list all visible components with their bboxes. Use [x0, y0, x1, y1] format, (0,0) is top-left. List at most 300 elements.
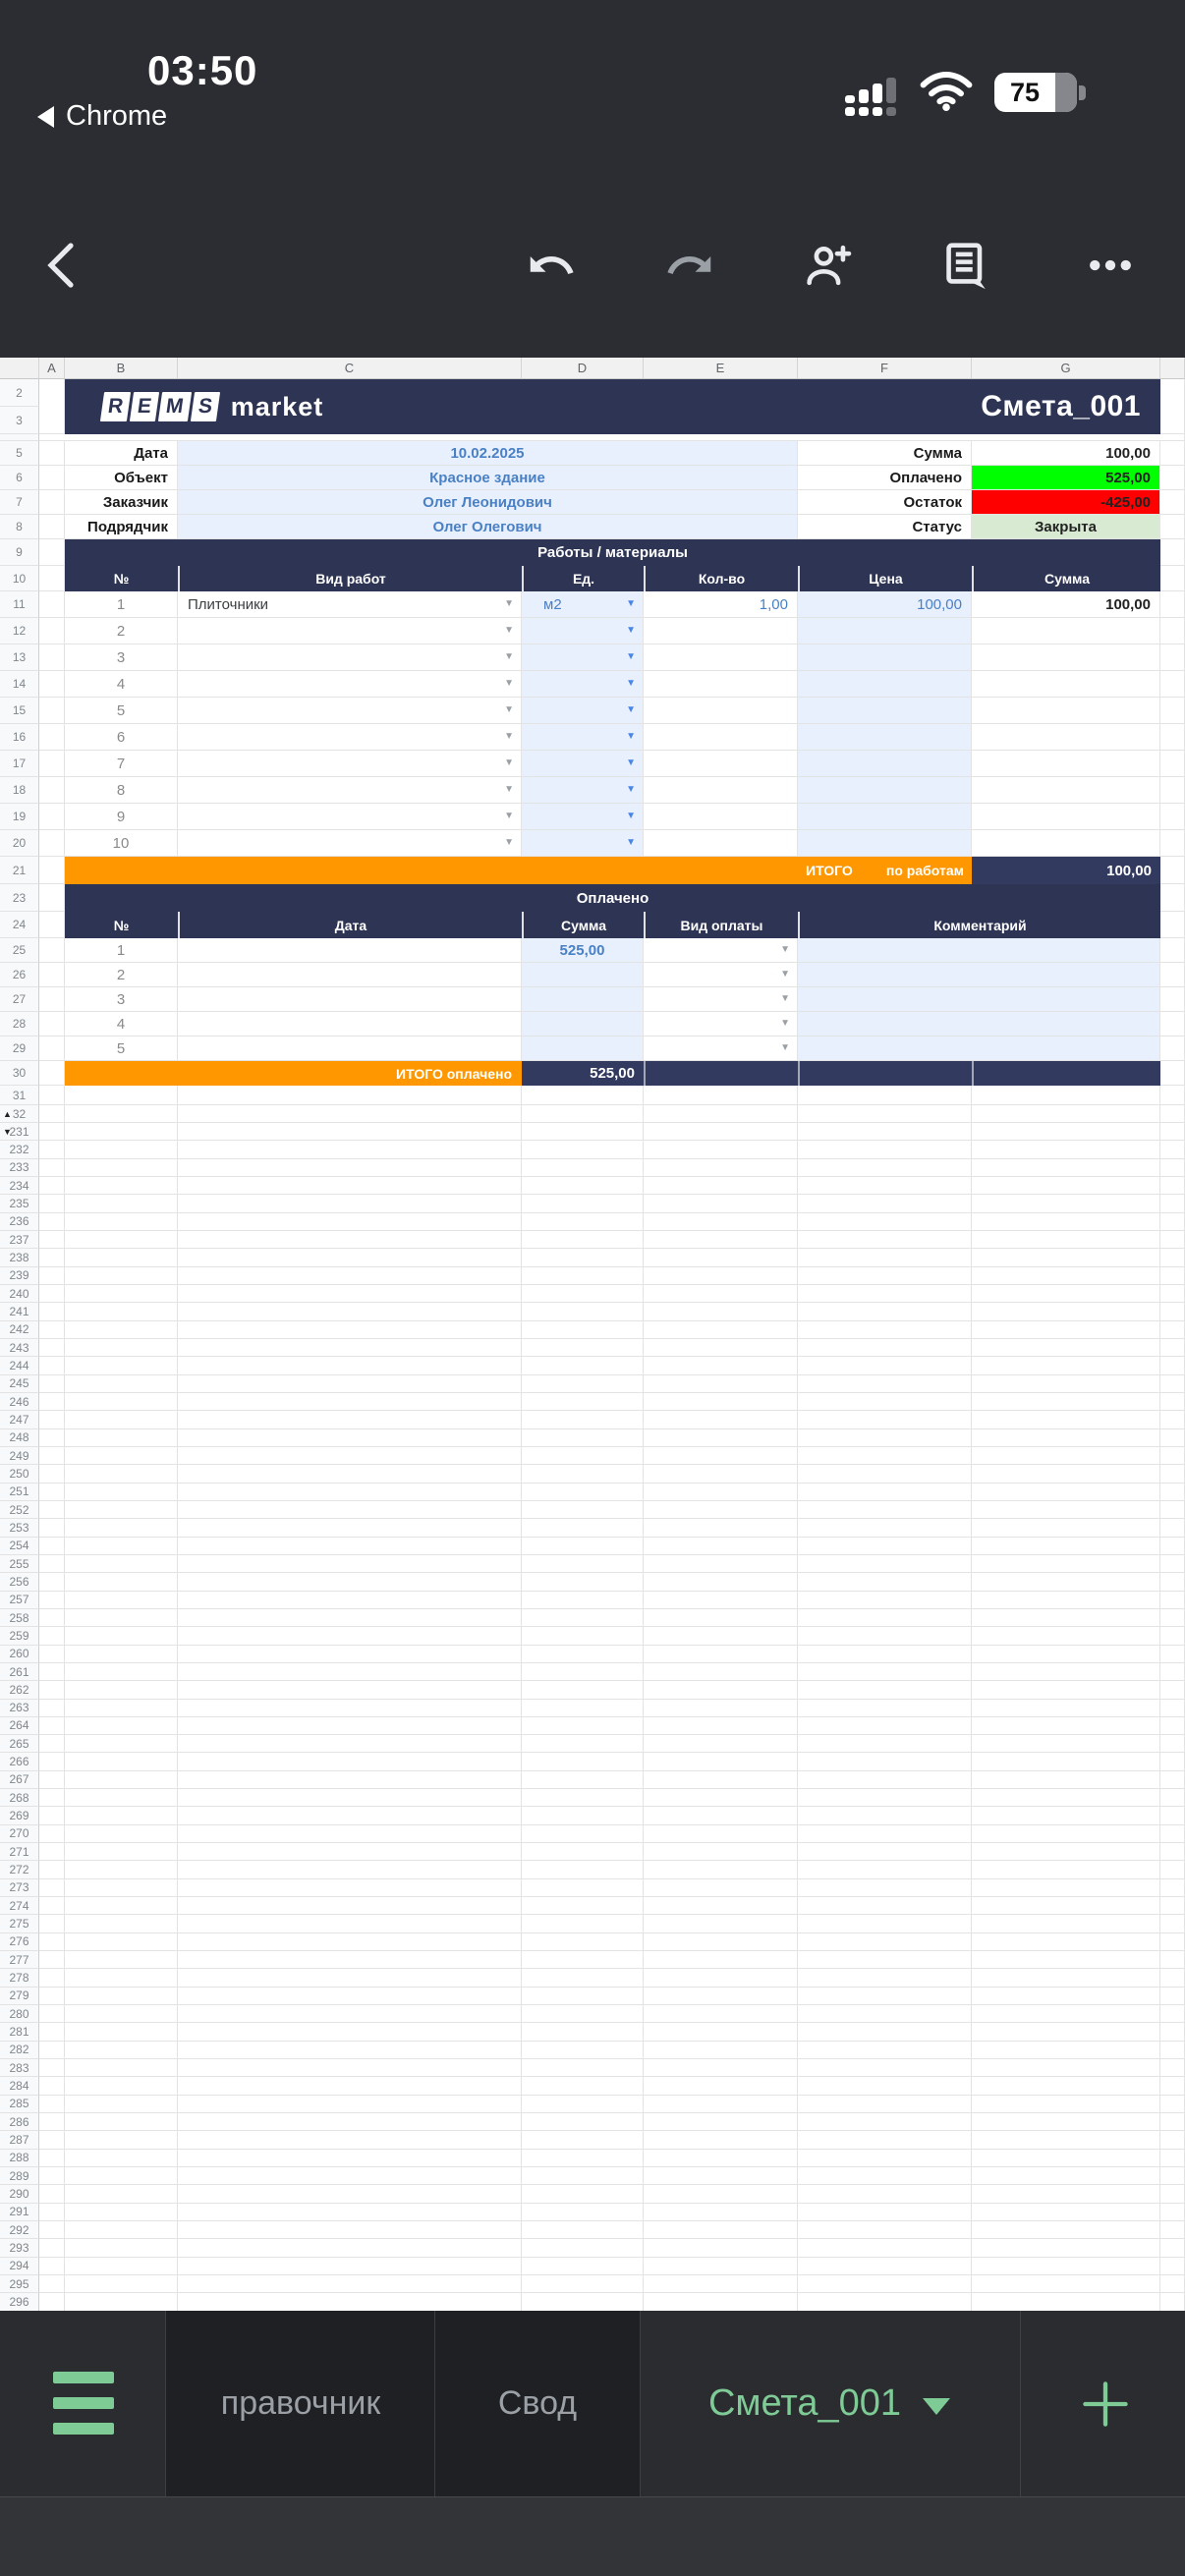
grid-cell[interactable]	[522, 1555, 644, 1573]
grid-cell[interactable]	[972, 1609, 1160, 1627]
grid-cell[interactable]	[798, 1735, 972, 1753]
dropdown-icon[interactable]: ▼	[626, 837, 636, 848]
grid-cell[interactable]	[39, 2131, 65, 2149]
grid-cell[interactable]	[178, 1303, 522, 1320]
grid-cell[interactable]	[1160, 1267, 1185, 1285]
grid-cell[interactable]	[178, 1646, 522, 1663]
grid-cell[interactable]	[178, 1339, 522, 1357]
grid-cell[interactable]	[644, 1249, 798, 1266]
grid-cell[interactable]	[1160, 591, 1185, 618]
info-value[interactable]: 100,00	[972, 441, 1160, 466]
grid-cell[interactable]	[644, 1411, 798, 1428]
grid-cell[interactable]	[972, 1646, 1160, 1663]
grid-cell[interactable]	[798, 1249, 972, 1266]
grid-cell[interactable]	[972, 2221, 1160, 2239]
row-header[interactable]: 8	[0, 515, 39, 539]
grid-cell[interactable]	[644, 2293, 798, 2311]
grid-cell[interactable]	[798, 1213, 972, 1231]
grid-cell[interactable]	[39, 1592, 65, 1609]
row-header[interactable]: 15	[0, 698, 39, 724]
dropdown-icon[interactable]: ▼	[626, 757, 636, 768]
works-row-number[interactable]: 2	[65, 618, 178, 644]
grid-cell[interactable]	[1160, 2185, 1185, 2203]
grid-cell[interactable]	[1160, 1231, 1185, 1249]
paid-comment-cell[interactable]	[798, 938, 1160, 963]
grid-cell[interactable]	[1160, 1303, 1185, 1320]
grid-cell[interactable]	[39, 1429, 65, 1447]
grid-cell[interactable]	[39, 2150, 65, 2167]
grid-cell[interactable]	[65, 1339, 178, 1357]
grid-cell[interactable]	[644, 1717, 798, 1735]
grid-cell[interactable]	[644, 2096, 798, 2113]
grid-cell[interactable]	[798, 1969, 972, 1987]
row-header[interactable]: 245	[0, 1375, 39, 1393]
grid-cell[interactable]	[65, 2150, 178, 2167]
grid-cell[interactable]	[39, 379, 65, 434]
row-header[interactable]: 279	[0, 1988, 39, 2005]
grid-cell[interactable]	[798, 1105, 972, 1123]
grid-cell[interactable]	[178, 1231, 522, 1249]
grid-cell[interactable]	[39, 1627, 65, 1645]
works-row-number[interactable]: 7	[65, 751, 178, 777]
info-label[interactable]: Оплачено	[798, 466, 972, 490]
grid-cell[interactable]	[798, 1951, 972, 1969]
row-header[interactable]: 19	[0, 804, 39, 830]
grid-cell[interactable]	[522, 1969, 644, 1987]
grid-cell[interactable]	[39, 1465, 65, 1483]
grid-cell[interactable]	[39, 938, 65, 963]
grid-cell[interactable]	[39, 2293, 65, 2311]
works-sum-cell[interactable]	[972, 751, 1160, 777]
row-header[interactable]: 26	[0, 963, 39, 987]
grid-cell[interactable]	[178, 1663, 522, 1681]
works-qty-cell[interactable]	[644, 644, 798, 671]
paid-date-cell[interactable]	[178, 938, 522, 963]
grid-cell[interactable]	[65, 1267, 178, 1285]
row-header[interactable]: 9	[0, 539, 39, 566]
grid-cell[interactable]	[65, 1357, 178, 1374]
paid-date-cell[interactable]	[178, 987, 522, 1012]
works-row-number[interactable]: 1	[65, 591, 178, 618]
grid-cell[interactable]	[178, 1159, 522, 1177]
grid-cell[interactable]	[65, 2167, 178, 2185]
grid-cell[interactable]	[1160, 2113, 1185, 2131]
row-header[interactable]: 252	[0, 1501, 39, 1519]
row-header[interactable]: 265	[0, 1735, 39, 1753]
grid-cell[interactable]	[1160, 938, 1185, 963]
row-header[interactable]: 295	[0, 2275, 39, 2293]
grid-cell[interactable]	[65, 1627, 178, 1645]
works-type-cell[interactable]	[178, 830, 522, 857]
grid-cell[interactable]	[178, 1789, 522, 1807]
grid-cell[interactable]	[644, 1447, 798, 1465]
works-unit-cell[interactable]: м2 ▼	[522, 591, 644, 618]
tab-smeta-001-active[interactable]	[639, 2311, 1020, 2496]
grid-cell[interactable]	[644, 2258, 798, 2275]
grid-cell[interactable]	[1160, 804, 1185, 830]
tab-spravochnik[interactable]	[165, 2311, 436, 2496]
grid-cell[interactable]	[65, 1393, 178, 1411]
grid-cell[interactable]	[1160, 539, 1185, 566]
grid-cell[interactable]	[644, 1897, 798, 1915]
row-header[interactable]: 282	[0, 2042, 39, 2059]
works-type-cell[interactable]	[178, 618, 522, 644]
grid-cell[interactable]	[39, 1177, 65, 1195]
dropdown-icon[interactable]: ▼	[504, 598, 514, 609]
grid-cell[interactable]	[39, 1988, 65, 2005]
grid-cell[interactable]	[644, 1771, 798, 1789]
grid-cell[interactable]	[972, 1213, 1160, 1231]
works-row-number[interactable]: 8	[65, 777, 178, 804]
grid-cell[interactable]	[178, 1717, 522, 1735]
row-header[interactable]: 243	[0, 1339, 39, 1357]
grid-cell[interactable]	[1160, 566, 1185, 591]
grid-cell[interactable]	[522, 1159, 644, 1177]
row-header[interactable]: 21	[0, 857, 39, 884]
dropdown-icon[interactable]: ▼	[626, 784, 636, 795]
grid-cell[interactable]	[972, 2077, 1160, 2095]
grid-cell[interactable]	[39, 1609, 65, 1627]
grid-cell[interactable]	[522, 1700, 644, 1717]
grid-cell[interactable]	[178, 1555, 522, 1573]
grid-cell[interactable]	[972, 2059, 1160, 2077]
grid-cell[interactable]	[39, 1249, 65, 1266]
grid-cell[interactable]	[1160, 857, 1185, 884]
info-value[interactable]: 10.02.2025	[178, 441, 798, 466]
row-header[interactable]: 232	[0, 1141, 39, 1158]
row-header[interactable]: 290	[0, 2185, 39, 2203]
add-person-button[interactable]	[798, 236, 857, 295]
works-sum-cell[interactable]	[972, 724, 1160, 751]
grid-cell[interactable]	[65, 1861, 178, 1878]
grid-cell[interactable]	[522, 2221, 644, 2239]
row-header[interactable]: 231 ▼	[0, 1123, 39, 1141]
grid-cell[interactable]	[798, 2275, 972, 2293]
grid-cell[interactable]	[178, 1592, 522, 1609]
grid-cell[interactable]	[644, 1951, 798, 1969]
info-label[interactable]: Статус	[798, 515, 972, 539]
grid-cell[interactable]	[39, 1213, 65, 1231]
grid-cell[interactable]	[1160, 1393, 1185, 1411]
grid-cell[interactable]	[1160, 751, 1185, 777]
paid-sum-cell[interactable]: 525,00	[522, 938, 644, 963]
grid-cell[interactable]	[178, 2204, 522, 2221]
grid-cell[interactable]	[522, 1086, 644, 1105]
grid-cell[interactable]	[522, 1681, 644, 1699]
grid-cell[interactable]	[972, 2293, 1160, 2311]
grid-cell[interactable]	[39, 1231, 65, 1249]
grid-cell[interactable]	[798, 2096, 972, 2113]
grid-cell[interactable]	[972, 1267, 1160, 1285]
grid-cell[interactable]	[1160, 1213, 1185, 1231]
grid-cell[interactable]	[798, 1771, 972, 1789]
grid-cell[interactable]	[39, 1123, 65, 1141]
grid-cell[interactable]	[39, 2096, 65, 2113]
grid-cell[interactable]	[39, 857, 65, 884]
dropdown-icon[interactable]: ▼	[504, 625, 514, 636]
grid-cell[interactable]	[972, 1429, 1160, 1447]
grid-cell[interactable]	[65, 1843, 178, 1861]
grid-cell[interactable]	[39, 2042, 65, 2059]
works-type-cell[interactable]	[178, 724, 522, 751]
grid-cell[interactable]	[644, 1735, 798, 1753]
grid-cell[interactable]	[39, 2239, 65, 2257]
grid-cell[interactable]	[644, 1663, 798, 1681]
grid-cell[interactable]	[1160, 2239, 1185, 2257]
grid-cell[interactable]	[178, 1753, 522, 1770]
row-header[interactable]: 270	[0, 1825, 39, 1843]
works-price-cell[interactable]: 100,00	[798, 591, 972, 618]
grid-cell[interactable]	[178, 2150, 522, 2167]
row-header[interactable]: 2	[0, 379, 39, 407]
grid-cell[interactable]	[65, 1988, 178, 2005]
grid-cell[interactable]	[1160, 1555, 1185, 1573]
grid-cell[interactable]	[798, 2150, 972, 2167]
row-header[interactable]: 289	[0, 2167, 39, 2185]
grid-cell[interactable]	[798, 1646, 972, 1663]
grid-cell[interactable]	[39, 539, 65, 566]
grid-cell[interactable]	[65, 1609, 178, 1627]
grid-cell[interactable]	[972, 1519, 1160, 1537]
works-type-cell[interactable]: Плиточники ▼	[178, 591, 522, 618]
grid-cell[interactable]	[972, 1195, 1160, 1212]
grid-cell[interactable]	[798, 1897, 972, 1915]
grid-cell[interactable]	[1160, 2167, 1185, 2185]
works-sum-cell[interactable]	[972, 618, 1160, 644]
grid-cell[interactable]	[798, 1915, 972, 1932]
grid-cell[interactable]	[39, 1393, 65, 1411]
grid-cell[interactable]	[65, 2005, 178, 2023]
grid-cell[interactable]	[972, 1555, 1160, 1573]
grid-cell[interactable]	[644, 1465, 798, 1483]
grid-cell[interactable]	[798, 1555, 972, 1573]
grid-cell[interactable]	[522, 1538, 644, 1555]
column-header[interactable]: D	[522, 358, 644, 379]
grid-cell[interactable]	[178, 1538, 522, 1555]
grid-cell[interactable]	[522, 2077, 644, 2095]
row-header[interactable]: 239	[0, 1267, 39, 1285]
add-sheet-button[interactable]	[1077, 2376, 1134, 2437]
row-header[interactable]: 11	[0, 591, 39, 618]
row-group-toggle-icon[interactable]: ▲	[3, 1108, 12, 1119]
grid-cell[interactable]	[178, 2275, 522, 2293]
grid-cell[interactable]	[1160, 1411, 1185, 1428]
row-header[interactable]: 27	[0, 987, 39, 1012]
grid-cell[interactable]	[972, 1086, 1160, 1105]
paid-comment-cell[interactable]	[798, 963, 1160, 987]
row-header[interactable]: 263	[0, 1700, 39, 1717]
works-qty-cell[interactable]	[644, 724, 798, 751]
grid-cell[interactable]	[798, 1447, 972, 1465]
grid-cell[interactable]	[39, 1195, 65, 1212]
grid-cell[interactable]	[798, 1789, 972, 1807]
row-header[interactable]: 3	[0, 407, 39, 434]
row-header[interactable]: 238	[0, 1249, 39, 1266]
sheets-menu-button[interactable]	[53, 2372, 114, 2435]
grid-cell[interactable]	[1160, 671, 1185, 698]
grid-cell[interactable]	[65, 1753, 178, 1770]
grid-cell[interactable]	[1160, 1609, 1185, 1627]
grid-cell[interactable]	[644, 1159, 798, 1177]
grid-cell[interactable]	[1160, 1735, 1185, 1753]
grid-cell[interactable]	[39, 1555, 65, 1573]
works-qty-cell[interactable]	[644, 751, 798, 777]
works-sum-cell[interactable]	[972, 777, 1160, 804]
grid-cell[interactable]	[1160, 698, 1185, 724]
grid-cell[interactable]	[644, 2221, 798, 2239]
grid-cell[interactable]	[798, 1321, 972, 1339]
grid-cell[interactable]	[972, 1933, 1160, 1951]
grid-cell[interactable]	[39, 1357, 65, 1374]
grid-cell[interactable]	[178, 2221, 522, 2239]
grid-cell[interactable]	[178, 1141, 522, 1158]
grid-cell[interactable]	[178, 1447, 522, 1465]
grid-cell[interactable]	[65, 1592, 178, 1609]
dropdown-icon[interactable]: ▼	[780, 944, 790, 955]
grid-cell[interactable]	[65, 1249, 178, 1266]
grid-cell[interactable]	[178, 1519, 522, 1537]
grid-cell[interactable]	[972, 1735, 1160, 1753]
paid-date-cell[interactable]	[178, 1012, 522, 1036]
row-header[interactable]: 12	[0, 618, 39, 644]
grid-cell[interactable]	[1160, 1519, 1185, 1537]
grid-cell[interactable]	[798, 1627, 972, 1645]
grid-cell[interactable]	[644, 1609, 798, 1627]
grid-cell[interactable]	[178, 1700, 522, 1717]
paid-comment-cell[interactable]	[798, 1036, 1160, 1061]
grid-cell[interactable]	[972, 1484, 1160, 1501]
grid-cell[interactable]	[644, 1267, 798, 1285]
works-sum-cell[interactable]	[972, 804, 1160, 830]
grid-cell[interactable]	[39, 1897, 65, 1915]
grid-cell[interactable]	[972, 1357, 1160, 1374]
paid-date-cell[interactable]	[178, 963, 522, 987]
grid-cell[interactable]	[972, 1303, 1160, 1320]
grid-cell[interactable]	[1160, 2131, 1185, 2149]
grid-cell[interactable]	[1160, 1861, 1185, 1878]
works-price-cell[interactable]	[798, 644, 972, 671]
grid-cell[interactable]	[798, 1484, 972, 1501]
column-header[interactable]: F	[798, 358, 972, 379]
row-header[interactable]: 250	[0, 1465, 39, 1483]
grid-cell[interactable]	[1160, 1484, 1185, 1501]
grid-cell[interactable]	[798, 2042, 972, 2059]
grid-cell[interactable]	[972, 1105, 1160, 1123]
grid-cell[interactable]	[65, 1807, 178, 1824]
grid-cell[interactable]	[39, 1303, 65, 1320]
works-row-number[interactable]: 5	[65, 698, 178, 724]
grid-cell[interactable]	[644, 2059, 798, 2077]
grid-cell[interactable]	[39, 2167, 65, 2185]
grid-cell[interactable]	[1160, 1843, 1185, 1861]
row-header[interactable]: 296	[0, 2293, 39, 2311]
grid-cell[interactable]	[65, 1700, 178, 1717]
grid-cell[interactable]	[644, 1789, 798, 1807]
grid-cell[interactable]	[39, 1951, 65, 1969]
grid-cell[interactable]	[39, 515, 65, 539]
grid-cell[interactable]	[65, 2293, 178, 2311]
dropdown-icon[interactable]: ▼	[626, 704, 636, 715]
grid-cell[interactable]	[39, 618, 65, 644]
grid-cell[interactable]	[178, 1429, 522, 1447]
grid-cell[interactable]	[522, 1105, 644, 1123]
row-header[interactable]: 284	[0, 2077, 39, 2095]
works-price-cell[interactable]	[798, 618, 972, 644]
grid-cell[interactable]	[798, 1843, 972, 1861]
grid-cell[interactable]	[178, 1195, 522, 1212]
grid-cell[interactable]	[1160, 618, 1185, 644]
grid-cell[interactable]	[39, 1484, 65, 1501]
grid-cell[interactable]	[972, 1592, 1160, 1609]
grid-cell[interactable]	[522, 1375, 644, 1393]
grid-cell[interactable]	[178, 1321, 522, 1339]
grid-cell[interactable]	[972, 1681, 1160, 1699]
row-header[interactable]: 255	[0, 1555, 39, 1573]
grid-cell[interactable]	[178, 2185, 522, 2203]
row-header[interactable]: 264	[0, 1717, 39, 1735]
grid-cell[interactable]	[644, 1843, 798, 1861]
grid-cell[interactable]	[39, 490, 65, 515]
grid-cell[interactable]	[798, 1592, 972, 1609]
grid-cell[interactable]	[1160, 724, 1185, 751]
grid-cell[interactable]	[972, 2258, 1160, 2275]
grid-cell[interactable]	[1160, 1285, 1185, 1303]
works-row-number[interactable]: 9	[65, 804, 178, 830]
grid-cell[interactable]	[39, 1717, 65, 1735]
grid-cell[interactable]	[39, 1141, 65, 1158]
grid-cell[interactable]	[1160, 1663, 1185, 1681]
grid-cell[interactable]	[1160, 777, 1185, 804]
grid-cell[interactable]	[178, 2005, 522, 2023]
works-price-cell[interactable]	[798, 698, 972, 724]
grid-cell[interactable]	[39, 591, 65, 618]
grid-cell[interactable]	[1160, 2221, 1185, 2239]
grid-cell[interactable]	[1160, 2275, 1185, 2293]
works-qty-cell[interactable]	[644, 618, 798, 644]
grid-cell[interactable]	[798, 1123, 972, 1141]
grid-cell[interactable]	[972, 1501, 1160, 1519]
grid-cell[interactable]	[178, 1267, 522, 1285]
works-row-number[interactable]: 3	[65, 644, 178, 671]
grid-cell[interactable]	[972, 2113, 1160, 2131]
grid-cell[interactable]	[178, 1465, 522, 1483]
grid-cell[interactable]	[972, 1843, 1160, 1861]
grid-cell[interactable]	[65, 1825, 178, 1843]
grid-cell[interactable]	[972, 2023, 1160, 2041]
grid-cell[interactable]	[644, 1592, 798, 1609]
grid-cell[interactable]	[1160, 2204, 1185, 2221]
grid-cell[interactable]	[522, 1897, 644, 1915]
row-header[interactable]: 257	[0, 1592, 39, 1609]
grid-cell[interactable]	[39, 1700, 65, 1717]
row-header[interactable]: 277	[0, 1951, 39, 1969]
row-header[interactable]: 272	[0, 1861, 39, 1878]
grid-cell[interactable]	[972, 1159, 1160, 1177]
grid-cell[interactable]	[39, 1646, 65, 1663]
grid-cell[interactable]	[1160, 1375, 1185, 1393]
grid-cell[interactable]	[644, 2113, 798, 2131]
grid-cell[interactable]	[178, 1915, 522, 1932]
dropdown-icon[interactable]: ▼	[780, 993, 790, 1004]
grid-cell[interactable]	[1160, 1195, 1185, 1212]
grid-cell[interactable]	[1160, 963, 1185, 987]
row-header[interactable]: 291	[0, 2204, 39, 2221]
grid-cell[interactable]	[644, 2077, 798, 2095]
grid-cell[interactable]	[1160, 1771, 1185, 1789]
grid-cell[interactable]	[1160, 1627, 1185, 1645]
grid-cell[interactable]	[522, 1411, 644, 1428]
grid-cell[interactable]	[522, 1807, 644, 1824]
